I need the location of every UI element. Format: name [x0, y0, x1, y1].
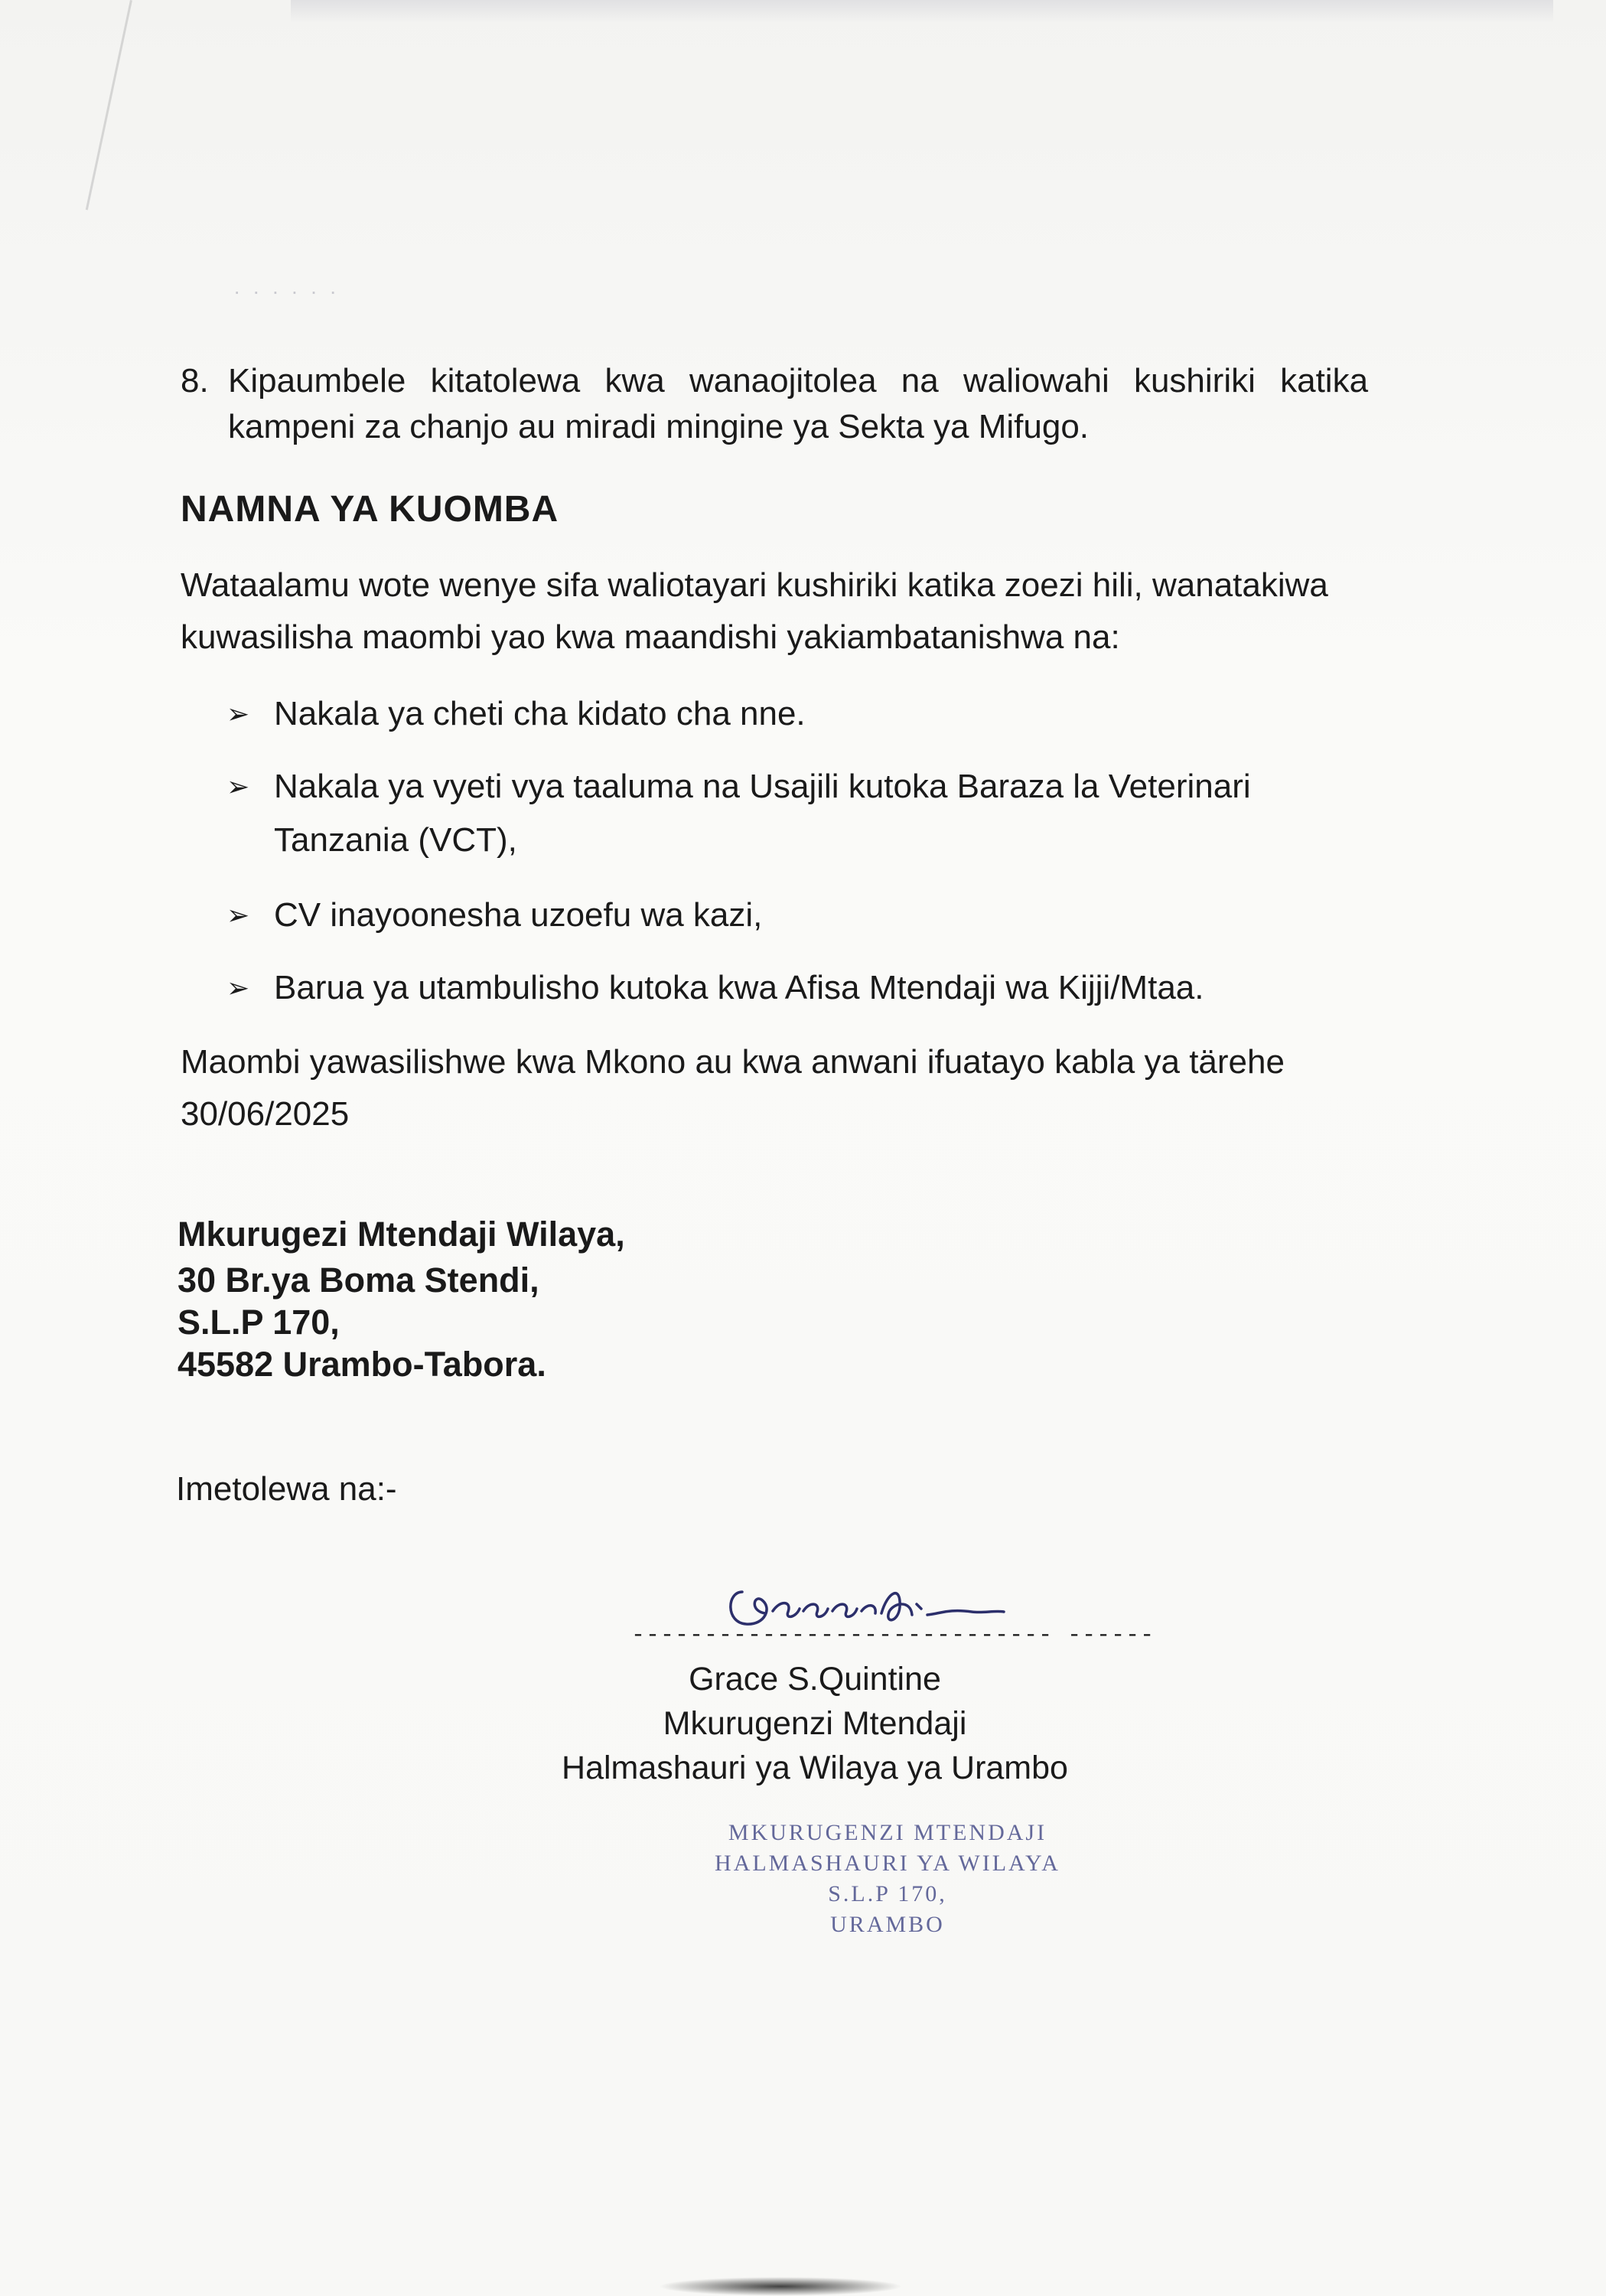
address-line3: S.L.P 170, [178, 1303, 340, 1342]
issued-by-label: Imetolewa na:- [176, 1470, 397, 1508]
bullet-text: Barua ya utambulisho kutoka kwa Afisa Mtendaji wa Kijji/Mtaa. [274, 969, 1204, 1006]
address-line2: 30 Br.ya Boma Stendi, [178, 1261, 539, 1300]
intro-line1: Wataalamu wote wenye sifa waliotayari kushiriki katika zoezi hili, wanatakiwa [181, 566, 1328, 604]
official-stamp [689, 1818, 1086, 1940]
stamp-line4: URAMBO [830, 1912, 945, 1937]
bullet-text: Nakala ya vyeti vya taaluma na Usajili kutoka Baraza la Veterinari [274, 768, 1251, 805]
list-number: 8. [181, 362, 209, 400]
point8-line1: Kipaumbele kitatolewa kwa wanaojitolea na waliowahi kushiriki katika [228, 362, 1369, 400]
submission-line1: Maombi yawasilishwe kwa Mkono au kwa anwani ifuatayo kabla ya tärehe [181, 1043, 1285, 1081]
section-heading: NAMNA YA KUOMBA [181, 489, 559, 530]
paper-fold-line [86, 0, 132, 210]
bullet-text-continued: Tanzania (VCT), [274, 821, 517, 859]
stamp-line3: S.L.P 170, [828, 1881, 947, 1906]
bullet-text: Nakala ya cheti cha kidato cha nne. [274, 695, 806, 732]
address-line4: 45582 Urambo-Tabora. [178, 1345, 546, 1384]
signatory-name: Grace S.Quintine [689, 1661, 941, 1698]
arrow-bullet-icon: ➢ [226, 899, 250, 931]
arrow-bullet-icon: ➢ [226, 972, 250, 1003]
arrow-bullet-icon: ➢ [226, 771, 250, 802]
bleed-through-mark: · · · · · · [233, 279, 340, 303]
address-line1: Mkurugezi Mtendaji Wilaya, [178, 1215, 625, 1254]
scan-edge-shadow [658, 2277, 903, 2296]
stamp-line1: MKURUGENZI MTENDAJI [728, 1820, 1047, 1845]
bullet-text: CV inayoonesha uzoefu wa kazi, [274, 896, 763, 934]
point8-line2: kampeni za chanjo au miradi mingine ya Sekta ya Mifugo. [228, 408, 1090, 445]
intro-line2: kuwasilisha maombi yao kwa maandishi yakiambatanishwa na: [181, 618, 1120, 656]
signatory-office: Halmashauri ya Wilaya ya Urambo [562, 1750, 1068, 1786]
scan-smudge [291, 0, 1553, 23]
signature-line: ----------------------------- ------ [631, 1623, 1155, 1649]
arrow-bullet-icon: ➢ [226, 698, 250, 729]
signatory-title: Mkurugenzi Mtendaji [663, 1705, 967, 1742]
submission-date: 30/06/2025 [181, 1095, 350, 1133]
stamp-line2: HALMASHAURI YA WILAYA [715, 1851, 1060, 1876]
